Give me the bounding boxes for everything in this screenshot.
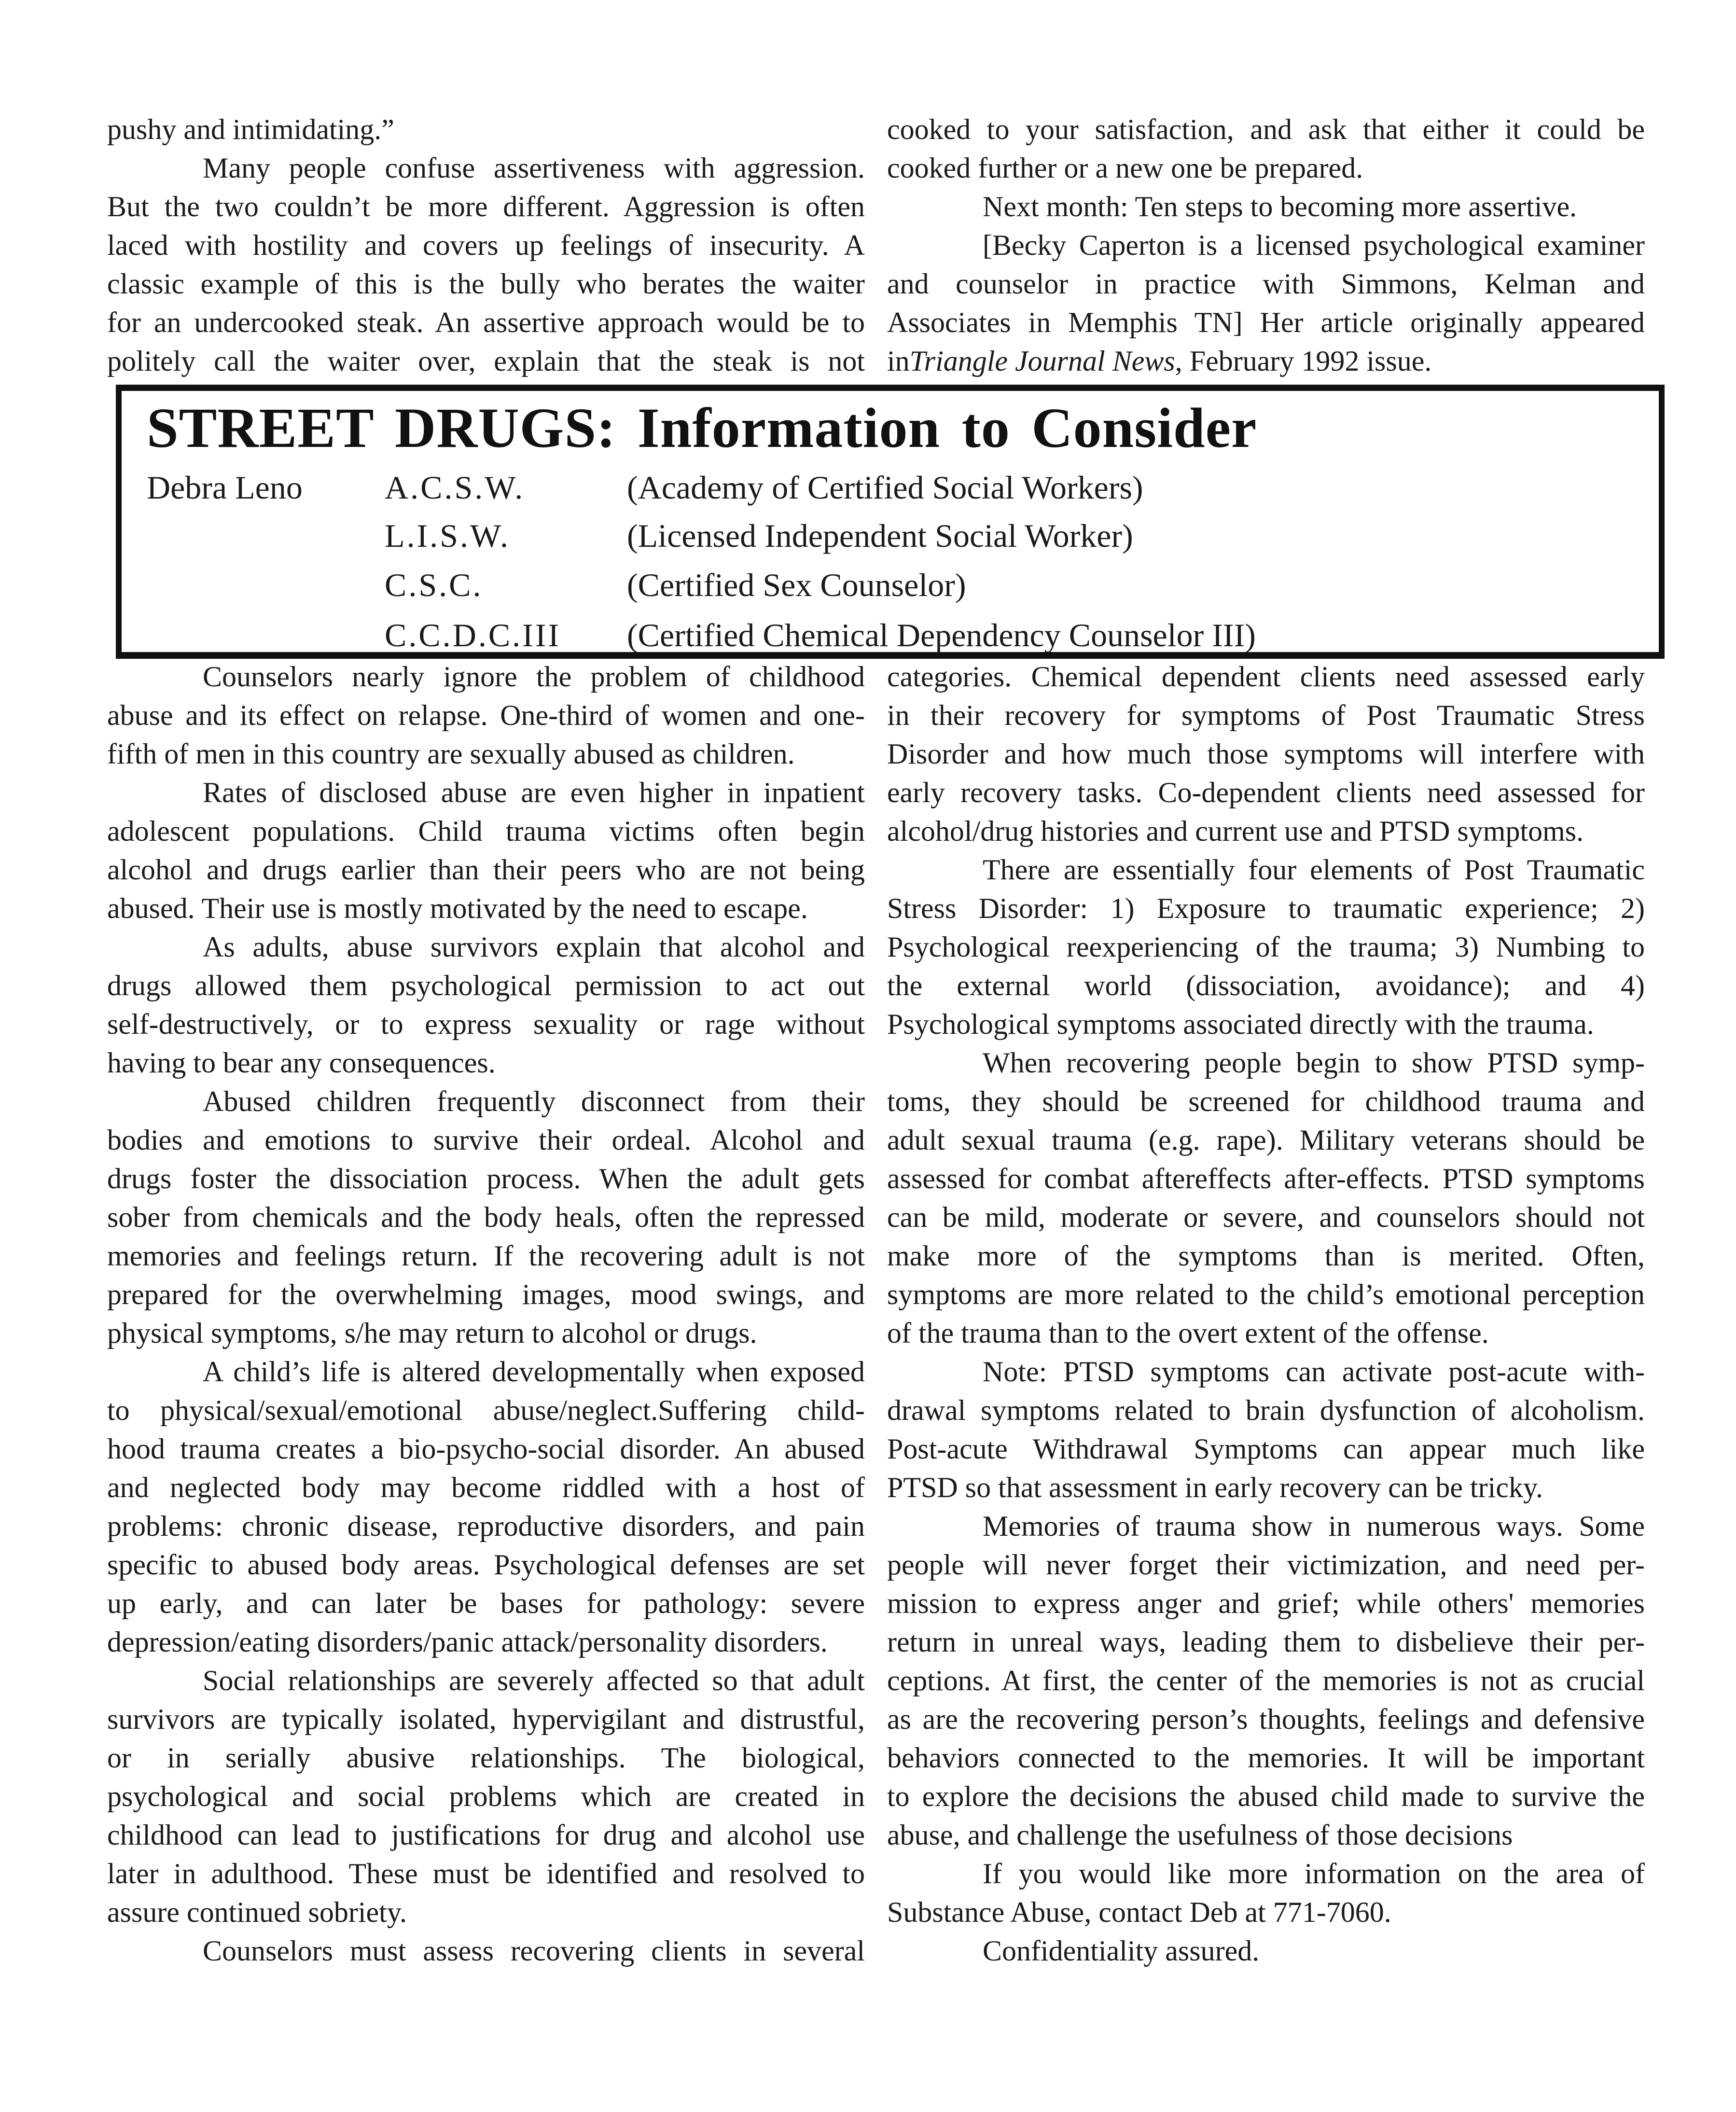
text-line xyxy=(887,342,1645,380)
text-line: people will never forget their victimization, and need per- xyxy=(887,1549,1645,1581)
text-line: drugs foster the dissociation process. When the adult gets xyxy=(107,1163,865,1195)
text-line: in their recovery for symptoms of Post Traumatic Stress xyxy=(887,699,1645,731)
credential-abbreviation: A.C.S.W. xyxy=(385,469,525,506)
text-line: Disorder and how much those symptoms will interfere with xyxy=(887,738,1645,770)
text-line: later in adulthood. These must be identified and resolved to xyxy=(107,1858,865,1890)
text-line: Next month: Ten steps to becoming more assertive. xyxy=(983,191,1577,222)
text-line: bodies and emotions to survive their ordeal. Alcohol and xyxy=(107,1124,865,1156)
text-line: Social relationships are severely affected so that adult xyxy=(203,1665,865,1696)
text-line: return in unreal ways, leading them to disbelieve their per- xyxy=(887,1626,1645,1658)
article-header-box xyxy=(116,385,1665,659)
text-line: adult sexual trauma (e.g. rape). Military veterans should be xyxy=(887,1124,1645,1156)
text-line: abuse, and challenge the usefulness of those decisions xyxy=(887,1819,1513,1851)
text-line: psychological and social problems which are created in xyxy=(107,1780,865,1812)
text-fragment: in xyxy=(887,345,910,377)
text-line: Many people confuse assertiveness with aggression. xyxy=(203,152,865,184)
text-line: pushy and intimidating.” xyxy=(107,113,394,145)
text-line: can be mild, moderate or severe, and counselors should not xyxy=(887,1201,1645,1233)
text-line: Associates in Memphis TN] Her article originally appeared xyxy=(887,306,1645,338)
text-line: hood trauma creates a bio-psycho-social disorder. An abused xyxy=(107,1433,865,1465)
text-line: of the trauma than to the overt extent of the offense. xyxy=(887,1317,1489,1349)
text-line: abuse and its effect on relapse. One-third of women and one- xyxy=(107,699,865,731)
text-line: to physical/sexual/emotional abuse/neglect.Suffering child- xyxy=(107,1394,865,1426)
text-line: But the two couldn’t be more different. Aggression is often xyxy=(107,191,865,222)
text-line: Abused children frequently disconnect from their xyxy=(203,1085,865,1117)
credential-abbreviation: L.I.S.W. xyxy=(385,517,510,554)
text-line: Confidentiality assured. xyxy=(983,1935,1260,1967)
text-line: [Becky Caperton is a licensed psychological examiner xyxy=(983,229,1645,261)
text-line: Memories of trauma show in numerous ways. Some xyxy=(983,1510,1645,1542)
text-line: Substance Abuse, contact Deb at 771-7060. xyxy=(887,1896,1391,1928)
text-line: or in serially abusive relationships. The biological, xyxy=(107,1742,865,1774)
text-line: to explore the decisions the abused child made to survive the xyxy=(887,1780,1645,1812)
text-line: drawal symptoms related to brain dysfunction of alcoholism. xyxy=(887,1394,1645,1426)
text-line: the external world (dissociation, avoidance); and 4) xyxy=(887,970,1645,1001)
author-name: Debra Leno xyxy=(147,469,303,506)
credential-full-name: (Licensed Independent Social Worker) xyxy=(627,517,1133,554)
article-body-right-column xyxy=(887,657,1645,1970)
text-line: early recovery tasks. Co-dependent clients need assessed for xyxy=(887,777,1645,808)
credential-full-name: (Academy of Certified Social Workers) xyxy=(627,469,1143,506)
text-line: ceptions. At first, the center of the memories is not as crucial xyxy=(887,1665,1645,1696)
text-line: Note: PTSD symptoms can activate post-acute with- xyxy=(983,1356,1645,1388)
text-line: fifth of men in this country are sexually abused as children. xyxy=(107,738,795,770)
text-line: memories and feelings return. If the recovering adult is not xyxy=(107,1240,865,1272)
credential-abbreviation: C.S.C. xyxy=(385,567,483,603)
text-line: depression/eating disorders/panic attack/personality disorders. xyxy=(107,1626,828,1658)
credential-full-name: (Certified Chemical Dependency Counselor III) xyxy=(627,617,1256,653)
text-line: assure continued sobriety. xyxy=(107,1896,407,1928)
text-line: alcohol and drugs earlier than their peers who are not being xyxy=(107,854,865,886)
text-line: Psychological reexperiencing of the trauma; 3) Numbing to xyxy=(887,931,1645,963)
credential-row xyxy=(122,463,1659,512)
text-line: mission to express anger and grief; while others' memories xyxy=(887,1587,1645,1619)
previous-article-right-column xyxy=(887,110,1645,380)
text-line: Counselors must assess recovering clients in several xyxy=(203,1935,865,1967)
text-line: politely call the waiter over, explain that the steak is not xyxy=(107,345,865,377)
text-line: If you would like more information on the area of xyxy=(983,1858,1645,1890)
credential-row xyxy=(122,561,1659,609)
text-line: and neglected body may become riddled with a host of xyxy=(107,1472,865,1503)
text-line: for an undercooked steak. An assertive approach would be to xyxy=(107,306,865,338)
text-line: Stress Disorder: 1) Exposure to traumatic experience; 2) xyxy=(887,892,1645,924)
text-line: abused. Their use is mostly motivated by the need to escape. xyxy=(107,892,808,924)
article-title: STREET DRUGS: Information to Consider xyxy=(147,396,1257,459)
article-body-left-column xyxy=(107,657,865,1970)
text-line: childhood can lead to justifications for drug and alcohol use xyxy=(107,1819,865,1851)
text-line: prepared for the overwhelming images, mood swings, and xyxy=(107,1278,865,1310)
text-line: A child’s life is altered developmentally when exposed xyxy=(203,1356,865,1388)
text-line: up early, and can later be bases for pathology: severe xyxy=(107,1587,865,1619)
text-line: laced with hostility and covers up feelings of insecurity. A xyxy=(107,229,865,261)
text-line: problems: chronic disease, reproductive disorders, and pain xyxy=(107,1510,865,1542)
text-line: As adults, abuse survivors explain that alcohol and xyxy=(203,931,865,963)
text-line: Psychological symptoms associated directly with the trauma. xyxy=(887,1008,1594,1040)
text-line: When recovering people begin to show PTSD symp- xyxy=(983,1047,1645,1079)
text-line: physical symptoms, s/he may return to alcohol or drugs. xyxy=(107,1317,757,1349)
previous-article-left-column xyxy=(107,110,865,380)
text-line: drugs allowed them psychological permission to act out xyxy=(107,970,865,1001)
text-line: behaviors connected to the memories. It will be important xyxy=(887,1742,1645,1774)
text-line: survivors are typically isolated, hypervigilant and distrustful, xyxy=(107,1703,865,1735)
publication-title: Triangle Journal News xyxy=(909,345,1175,377)
text-line: assessed for combat aftereffects after-effects. PTSD symptoms xyxy=(887,1163,1645,1195)
text-line: having to bear any consequences. xyxy=(107,1047,496,1079)
text-line: make more of the symptoms than is merited. Often, xyxy=(887,1240,1645,1272)
text-line: specific to abused body areas. Psychological defenses are set xyxy=(107,1549,865,1581)
text-line: classic example of this is the bully who berates the waiter xyxy=(107,268,865,300)
credential-row xyxy=(122,611,1659,659)
text-line: self-destructively, or to express sexuality or rage without xyxy=(107,1008,865,1040)
text-line: PTSD so that assessment in early recovery can be tricky. xyxy=(887,1472,1543,1503)
text-line: as are the recovering person’s thoughts, feelings and defensive xyxy=(887,1703,1645,1735)
text-line: Rates of disclosed abuse are even higher in inpatient xyxy=(203,777,865,808)
text-line: categories. Chemical dependent clients need assessed early xyxy=(887,661,1645,693)
text-line: alcohol/drug histories and current use and PTSD symptoms. xyxy=(887,815,1584,847)
text-line: cooked to your satisfaction, and ask that either it could be xyxy=(887,113,1645,145)
text-line: Post-acute Withdrawal Symptoms can appear much like xyxy=(887,1433,1645,1465)
text-line: sober from chemicals and the body heals, often the repressed xyxy=(107,1201,865,1233)
text-line: symptoms are more related to the child’s emotional perception xyxy=(887,1278,1645,1310)
text-fragment: , February 1992 issue. xyxy=(1175,345,1432,377)
credential-row xyxy=(122,512,1659,560)
text-line: There are essentially four elements of Post Traumatic xyxy=(983,854,1645,886)
text-line: adolescent populations. Child trauma victims often begin xyxy=(107,815,865,847)
text-line: Counselors nearly ignore the problem of childhood xyxy=(203,661,865,693)
text-line: cooked further or a new one be prepared. xyxy=(887,152,1363,184)
credential-full-name: (Certified Sex Counselor) xyxy=(627,567,966,603)
text-line: and counselor in practice with Simmons, Kelman and xyxy=(887,268,1645,300)
credential-abbreviation: C.C.D.C.III xyxy=(385,617,561,653)
text-line: toms, they should be screened for childhood trauma and xyxy=(887,1085,1645,1117)
